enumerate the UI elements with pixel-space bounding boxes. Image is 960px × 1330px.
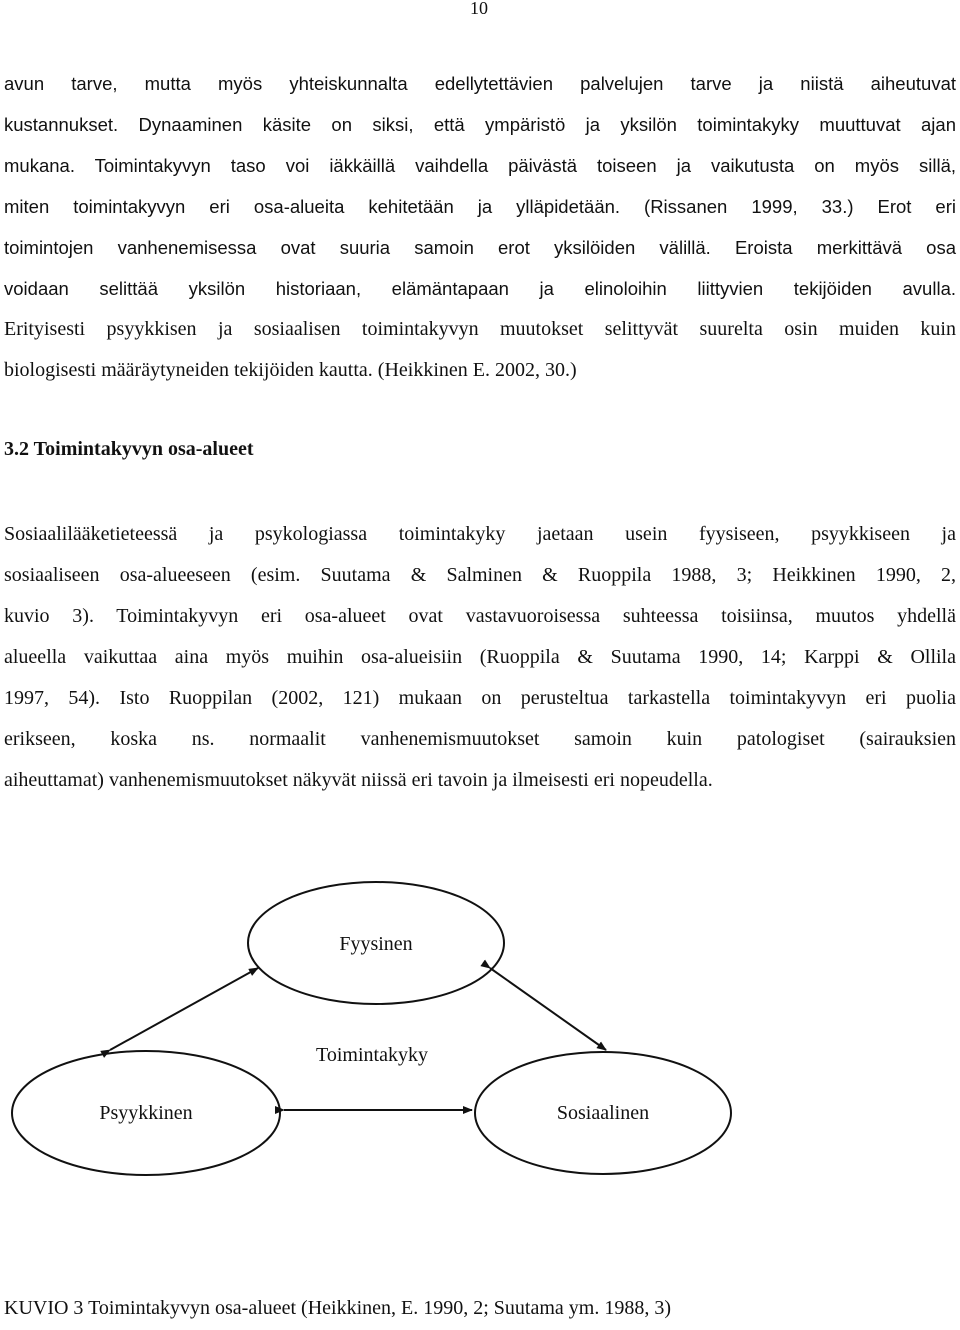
paragraph-line: sosiaaliseen osa-alueeseen (esim. Suutama & Salminen & Ruoppila 1988, 3; Heikkinen 1990, 2, bbox=[4, 564, 956, 586]
paragraph-line: Sosiaalilääketieteessä ja psykologiassa toimintakyky jaetaan usein fyysiseen, psyykkiseen ja bbox=[4, 523, 956, 545]
figure-caption: KUVIO 3 Toimintakyvyn osa-alueet (Heikkinen, E. 1990, 2; Suutama ym. 1988, 3) bbox=[4, 1297, 672, 1319]
paragraph-line: kustannukset. Dynaaminen käsite on siksi, että ympäristö ja yksilön toimintakyky muuttuvat ajan bbox=[4, 114, 956, 135]
paragraph-line: toimintojen vanhenemisessa ovat suuria samoin erot yksilöiden välillä. Eroista merkittävä osa bbox=[4, 237, 956, 258]
paragraph-line: aiheuttamat) vanhenemismuutokset näkyvät niissä eri tavoin ja ilmeisesti eri nopeudella. bbox=[4, 769, 713, 791]
paragraph-line: avun tarve, mutta myös yhteiskunnalta edellytettävien palvelujen tarve ja niistä aiheutuvat bbox=[4, 73, 956, 94]
functional-capacity-diagram bbox=[0, 880, 960, 1180]
paragraph-2 bbox=[4, 514, 956, 801]
functional-capacity-label: Toimintakyky bbox=[316, 1044, 428, 1066]
paragraph-line: 1997, 54). Isto Ruoppilan (2002, 121) mukaan on perusteltua tarkastella toimintakyvyn eri puolia bbox=[4, 687, 956, 709]
arrow-physical-psychological bbox=[110, 968, 258, 1050]
arrow-physical-social bbox=[490, 968, 606, 1050]
paragraph-line: biologisesti määräytyneiden tekijöiden kautta. (Heikkinen E. 2002, 30.) bbox=[4, 359, 577, 381]
page-number: 10 bbox=[470, 0, 488, 18]
physical-label: Fyysinen bbox=[339, 933, 413, 955]
social-label: Sosiaalinen bbox=[556, 1102, 650, 1124]
psychological-label: Psyykkinen bbox=[99, 1102, 193, 1124]
paragraph-line: alueella vaikuttaa aina myös muihin osa-alueisiin (Ruoppila & Suutama 1990, 14; Karppi & Ollila bbox=[4, 646, 956, 668]
paragraph-line: miten toimintakyvyn eri osa-alueita kehitetään ja ylläpidetään. (Rissanen 1999, 33.) Erot eri bbox=[4, 196, 956, 217]
paragraph-line: kuvio 3). Toimintakyvyn eri osa-alueet ovat vastavuoroisessa suhteessa toisiinsa, muutos yhdellä bbox=[4, 605, 956, 627]
paragraph-line: voidaan selittää yksilön historiaan, elämäntapaan ja elinoloihin liittyvien tekijöiden avulla. bbox=[4, 278, 956, 299]
paragraph-line: Erityisesti psyykkisen ja sosiaalisen toimintakyvyn muutokset selittyvät suurelta osin muiden kuin bbox=[4, 318, 956, 340]
paragraph-line: mukana. Toimintakyvyn taso voi iäkkäillä vaihdella päivästä toiseen ja vaikutusta on myös sillä, bbox=[4, 155, 956, 176]
section-heading: 3.2 Toimintakyvyn osa-alueet bbox=[4, 438, 254, 460]
paragraph-line: erikseen, koska ns. normaalit vanhenemismuutokset samoin kuin patologiset (sairauksien bbox=[4, 728, 956, 750]
paragraph-1 bbox=[4, 63, 956, 391]
